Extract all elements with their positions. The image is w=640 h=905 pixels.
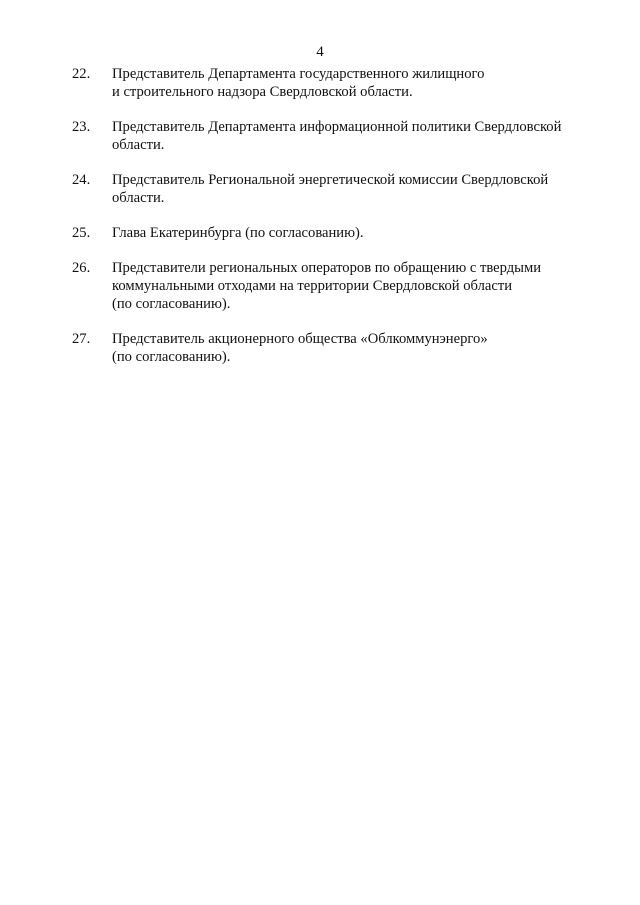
list-item — [72, 330, 592, 366]
item-text — [112, 171, 592, 207]
item-number: 22. — [72, 66, 91, 82]
item-text-line: Представитель Департамента государственного жилищного — [112, 66, 485, 82]
item-text — [112, 330, 592, 366]
item-text-line: коммунальными отходами на территории Свердловской области — [112, 278, 513, 294]
item-text-line: Представитель Департамента информационной политики Свердловской — [112, 119, 562, 135]
item-number: 26. — [72, 260, 91, 276]
list-item — [72, 224, 592, 242]
item-text-line: Представитель акционерного общества «Облкоммунэнерго» — [112, 331, 488, 347]
list-item — [72, 171, 592, 207]
item-text — [112, 118, 592, 154]
item-text-line: и строительного надзора Свердловской области. — [112, 84, 413, 100]
member-list — [72, 65, 592, 383]
item-text — [112, 65, 592, 101]
list-item — [72, 118, 592, 154]
item-number: 24. — [72, 172, 91, 188]
item-text-line: (по согласованию). — [112, 349, 231, 365]
item-text-line: области. — [112, 137, 165, 153]
list-item — [72, 259, 592, 313]
item-text-line: (по согласованию). — [112, 296, 231, 312]
item-text-line: Представитель Региональной энергетической комиссии Свердловской — [112, 172, 549, 188]
item-number: 25. — [72, 225, 91, 241]
item-text-line: области. — [112, 190, 165, 206]
page-number: 4 — [316, 44, 324, 60]
item-text-line: Глава Екатеринбурга (по согласованию). — [112, 225, 364, 241]
item-number: 23. — [72, 119, 91, 135]
item-number: 27. — [72, 331, 91, 347]
item-text — [112, 259, 592, 313]
item-text-line: Представители региональных операторов по обращению с твердыми — [112, 260, 542, 276]
item-text — [112, 224, 592, 242]
list-item — [72, 65, 592, 101]
